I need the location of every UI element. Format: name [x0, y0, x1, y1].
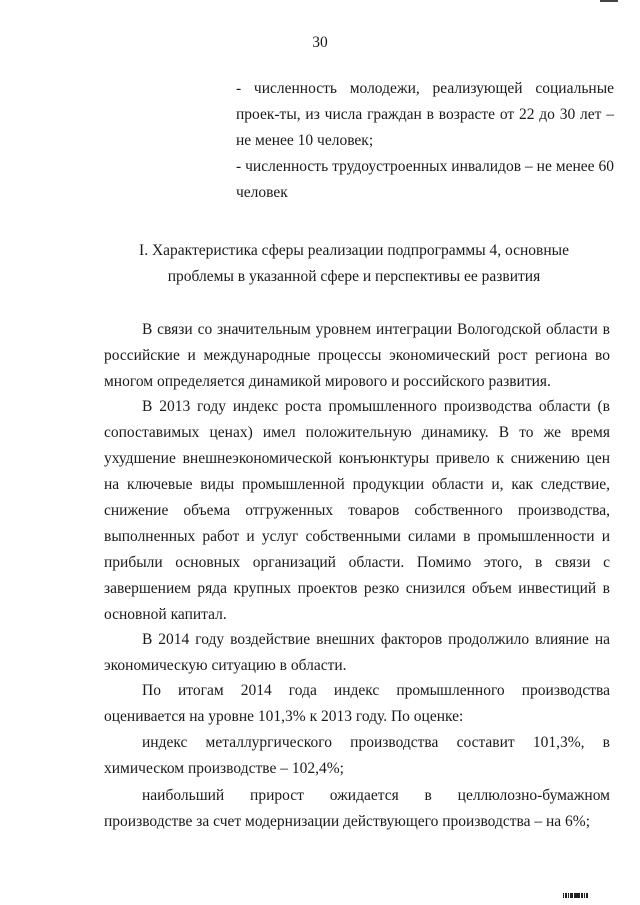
target-indicators-list	[236, 76, 614, 206]
paragraph: наибольший прирост ожидается в целлюлозно-бумажном производстве за счет модернизации действующего производства – на 6%;	[104, 787, 610, 830]
paragraph: В 2014 году воздействие внешних факторов продолжило влияние на экономическую ситуацию в области.	[104, 631, 610, 674]
list-item: - численность молодежи, реализующей социальные проек-ты, из числа граждан в возрасте от 22 до 30 лет – не менее 10 человек;	[236, 80, 614, 149]
document-barcode	[563, 893, 588, 898]
section-heading	[100, 238, 608, 290]
paragraph: индекс металлургического производства составит 101,3%, в химическом производстве – 102,4%;	[104, 734, 610, 777]
section-heading-line: I. Характеристика сферы реализации подпрограммы 4, основные	[139, 242, 569, 259]
scan-edge-mark	[600, 0, 618, 2]
list-item: - численность трудоустроенных инвалидов – не менее 60 человек	[236, 158, 614, 201]
paragraph: По итогам 2014 года индекс промышленного производства оценивается на уровне 101,3% к 2013 году. По оценке:	[104, 682, 610, 725]
paragraph: В 2013 году индекс роста промышленного производства области (в сопоставимых ценах) имел положительную динамику. В то же время ухудшение внешнеэкономической конъюнктуры привело к снижению цен на ключевые виды промышленной продукции области и, как следствие, снижение объема отгруженных товаров собственного производства, выполненных работ и услуг собственными силами в промышленности и прибыли основных организаций области. Помимо этого, в связи с завершением ряда крупных проектов резко снизился объем инвестиций в основной капитал.	[104, 398, 610, 623]
paragraph: В связи со значительным уровнем интеграции Вологодской области в российские и международные процессы экономический рост региона во многом определяется динамикой мирового и российского развития.	[104, 321, 610, 390]
page-number: 30	[312, 34, 328, 51]
section-heading-line: проблемы в указанной сфере и перспективы ее развития	[167, 268, 541, 285]
